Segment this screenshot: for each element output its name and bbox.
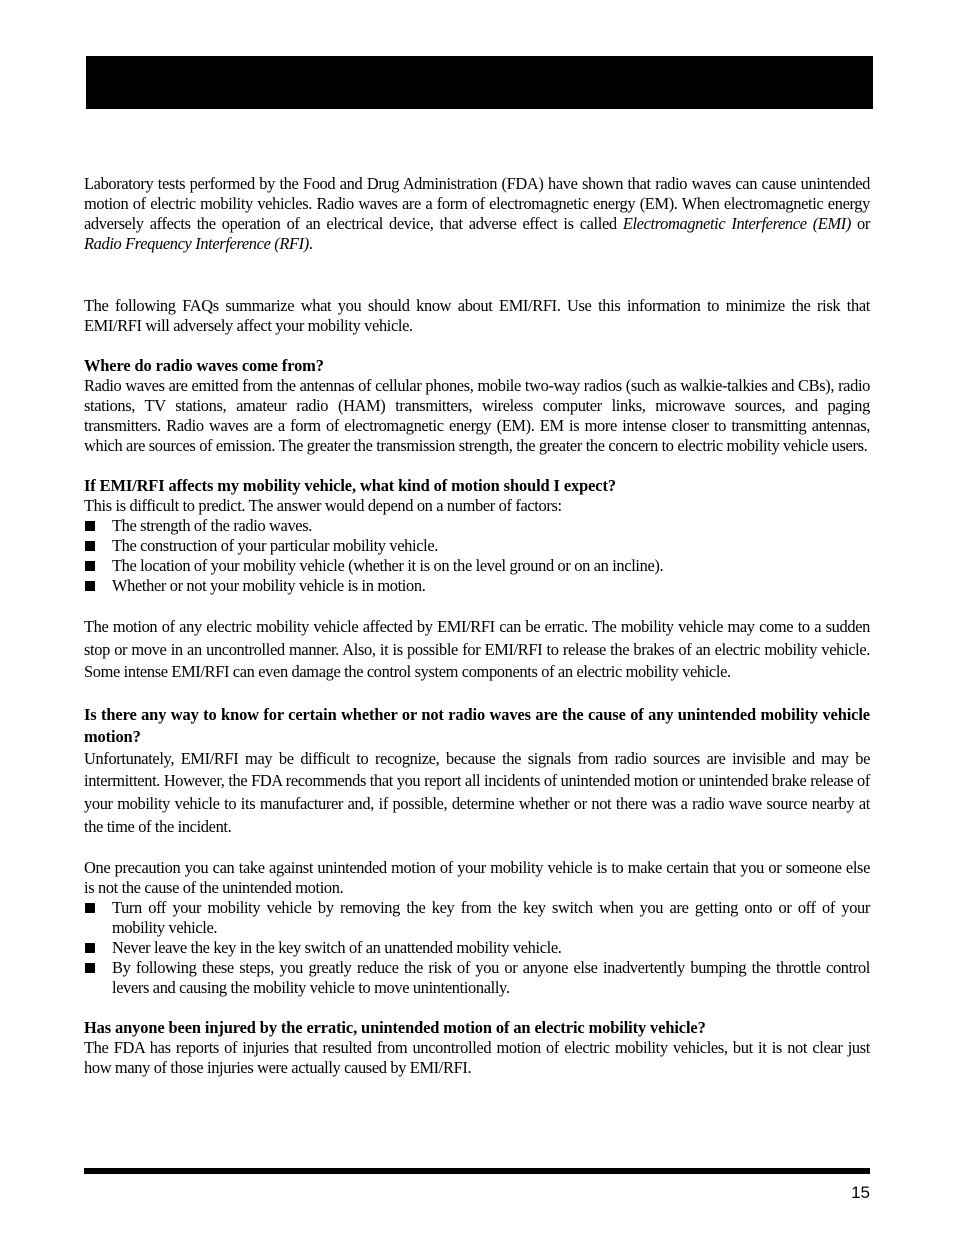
list-item: The strength of the radio waves. xyxy=(84,516,870,536)
faq3-question: Is there any way to know for certain whether or not radio waves are the cause of any unintended mobility vehicle motion? xyxy=(84,704,870,746)
header-bar xyxy=(86,56,873,109)
faq2-intro: This is difficult to predict. The answer would depend on a number of factors: xyxy=(84,496,562,515)
faq4-question: Has anyone been injured by the erratic, unintended motion of an electric mobility vehicle? xyxy=(84,1018,706,1038)
list-item: The construction of your particular mobility vehicle. xyxy=(84,536,870,556)
intro-or: or xyxy=(850,214,871,233)
faq1-answer: Radio waves are emitted from the antennas of cellular phones, mobile two-way radios (such as walkie-talkies and CBs), radio stations, TV stations, amateur radio (HAM) transmitters, wireless computer links, microwave sources, and paging transmitters. Radio waves are a form of electromagnetic energy (EM). EM is more intense closer to transmitting antennas, which are sources of emission. The greater the transmission strength, the greater the concern to electric mobility vehicle users. xyxy=(84,376,870,455)
list-item: The location of your mobility vehicle (whether it is on the level ground or on an incline). xyxy=(84,556,870,576)
faq3-precaution: One precaution you can take against unintended motion of your mobility vehicle is to make certain that you or someone else is not the cause of the unintended motion. xyxy=(84,858,870,898)
faq3-precaution-list xyxy=(84,898,870,998)
faq3-answer: Unfortunately, EMI/RFI may be difficult to recognize, because the signals from radio sources are invisible and may be intermittent. However, the FDA recommends that you report all incidents of unintended motion or unintended brake release of your mobility vehicle to its manufacturer and, if possible, determine whether or not there was a radio wave source nearby at the time of the incident. xyxy=(84,748,870,836)
list-item: Never leave the key in the key switch of an unattended mobility vehicle. xyxy=(84,938,870,958)
intro-end: . xyxy=(308,234,313,253)
intro-text: Laboratory tests performed by the Food and Drug Administration (FDA) have shown that radio waves can cause unintended motion of electric mobility vehicles. Radio waves are a form of electromagnetic energy (EM). When electromagnetic energy adversely affects the operation of an electrical device, that adverse effect is called xyxy=(84,174,870,233)
faq2-followup: The motion of any electric mobility vehicle affected by EMI/RFI can be erratic. The mobility vehicle may come to a sudden stop or move in an uncontrolled manner. Also, it is possible for EMI/RFI to release the brakes of an electric mobility vehicle. Some intense EMI/RFI can even damage the control system components of an electric mobility vehicle. xyxy=(84,617,870,682)
faq1-question: Where do radio waves come from? xyxy=(84,356,324,375)
faq2-factor-list xyxy=(84,516,870,596)
list-item: Turn off your mobility vehicle by removing the key from the key switch when you are getting onto or off of your mobility vehicle. xyxy=(84,898,870,938)
page-content xyxy=(84,174,870,1078)
rfi-term: Radio Frequency Interference (RFI) xyxy=(84,234,309,253)
list-item: Whether or not your mobility vehicle is in motion. xyxy=(84,576,870,596)
list-item: By following these steps, you greatly reduce the risk of you or anyone else inadvertently bumping the throttle control levers and causing the mobility vehicle to move unintentionally. xyxy=(84,958,870,998)
emi-term: Electromagnetic Interference (EMI) xyxy=(622,214,851,233)
page-number: 15 xyxy=(851,1183,870,1202)
intro-paragraph-2: The following FAQs summarize what you should know about EMI/RFI. Use this information to minimize the risk that EMI/RFI will adversely affect your mobility vehicle. xyxy=(84,296,870,335)
footer-rule xyxy=(84,1168,870,1174)
intro-paragraph-1 xyxy=(84,174,870,254)
faq4-answer: The FDA has reports of injuries that resulted from uncontrolled motion of electric mobility vehicles, but it is not clear just how many of those injuries were actually caused by EMI/RFI. xyxy=(84,1038,870,1078)
faq2-question: If EMI/RFI affects my mobility vehicle, what kind of motion should I expect? xyxy=(84,476,616,495)
